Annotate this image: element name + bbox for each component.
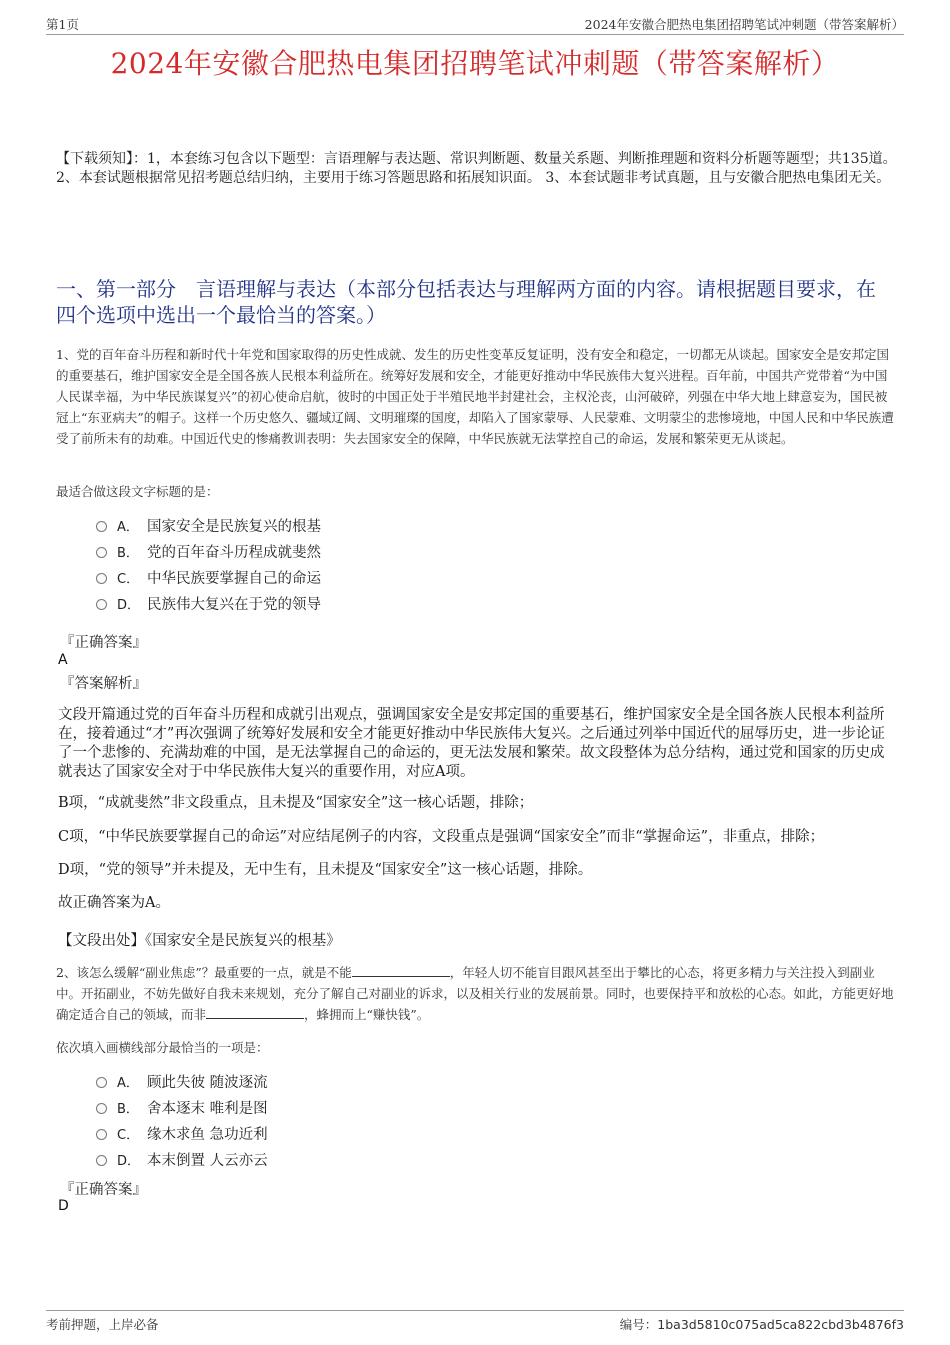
option-b[interactable] [96, 1094, 268, 1120]
radio-icon[interactable] [96, 599, 107, 610]
radio-icon[interactable] [96, 1155, 107, 1166]
option-a[interactable] [96, 1068, 268, 1094]
option-letter: C． [117, 1127, 140, 1143]
option-letter: A． [117, 519, 139, 535]
question-2-options [96, 1068, 268, 1172]
question-1-text: 1、党的百年奋斗历程和新时代十年党和国家取得的历史性成就、发生的历史性变革反复证明，没有安全和稳定，一切都无从谈起。国家安全是安邦定国的重要基石，维护国家安全是全国各族人民根本利益所在。统筹好发展和安全，才能更好推动中华民族伟大复兴进程。百年前，中国共产党带着“为中国人民谋幸福，为中华民族谋复兴”的初心使命启航，彼时的中国正处于半殖民地半封建社会，主权沦丧，山河破碎，列强在中华大地上肆意妄为，国民被冠上“东亚病夫”的帽子。这样一个历史悠久、疆域辽阔、文明璀璨的国度，却陷入了国家蒙辱、人民蒙难、文明蒙尘的悲惨境地，中国人民和中华民族遭受了前所未有的劫难。中国近代史的惨痛教训表明：失去国家安全的保障，中华民族就无法掌控自己的命运，发展和繁荣更无从谈起。 [56, 347, 894, 446]
answer-value: A [58, 652, 68, 668]
section-heading: 一、第一部分 言语理解与表达（本部分包括表达与理解两方面的内容。请根据题目要求，在四个选项中选出一个最恰当的答案。） [56, 277, 876, 327]
radio-icon[interactable] [96, 1129, 107, 1140]
answer-label: 『正确答案』 [60, 1182, 147, 1198]
analysis-c-note: C项，“中华民族要掌握自己的命运”对应结尾例子的内容，文段重点是强调“国家安全”而非“掌握命运”，非重点，排除； [58, 829, 825, 845]
source-citation: 【文段出处】《国家安全是民族复兴的根基》 [58, 933, 341, 949]
footer-code-value: 1ba3d5810c075ad5ca822cbd3b4876f3 [657, 1317, 904, 1332]
footer-slogan: 考前押题，上岸必备 [46, 1317, 159, 1332]
option-letter: D． [117, 597, 141, 613]
question-2-text-part3: ，蜂拥而上“赚快钱”。 [304, 1007, 430, 1022]
radio-icon[interactable] [96, 1103, 107, 1114]
option-text: 本末倒置 人云亦云 [147, 1152, 268, 1169]
analysis-b-note: B项，“成就斐然”非文段重点，且未提及“国家安全”这一核心话题，排除； [58, 795, 534, 811]
answer-label: 『正确答案』 [60, 635, 147, 651]
option-text: 顾此失彼 随波逐流 [147, 1074, 268, 1091]
answer-value: D [58, 1198, 69, 1214]
radio-icon[interactable] [96, 573, 107, 584]
question-2-text [56, 962, 898, 1025]
option-letter: B． [117, 545, 139, 561]
option-text: 舍本逐末 唯利是图 [147, 1100, 268, 1117]
question-2-prompt: 依次填入画横线部分最恰当的一项是： [56, 1040, 269, 1055]
radio-icon[interactable] [96, 547, 107, 558]
option-c[interactable] [96, 1120, 268, 1146]
question-1-prompt: 最适合做这段文字标题的是： [56, 484, 219, 499]
option-letter: D． [117, 1153, 141, 1169]
option-c[interactable] [96, 564, 321, 590]
option-letter: C． [117, 571, 140, 587]
option-letter: A． [117, 1075, 139, 1091]
analysis-conclusion: 故正确答案为A。 [58, 895, 170, 911]
analysis-text: 文段开篇通过党的百年奋斗历程和成就引出观点，强调国家安全是安邦定国的重要基石，维护国家安全是全国各族人民根本利益所在，接着通过“才”再次强调了统筹好发展和安全才能更好推动中华民族伟大复兴。之后通过列举中国近代的屈辱历史，进一步论证了一个悲惨的、充满劫难的中国，是无法掌握自己的命运的，更无法发展和繁荣。故文段整体为总分结构，通过党和国家的历史成就表达了国家安全对于中华民族伟大复兴的重要作用，对应A项。 [58, 707, 885, 780]
question-1-options [96, 512, 321, 616]
page-footer [46, 1310, 904, 1333]
analysis-label: 『答案解析』 [60, 676, 147, 692]
question-2-text-part2: ，年轻人切不能盲目跟风甚至出于攀比的心态，将更多精力与关注投入到副业中。开拓副业，不妨先做好自我未来规划，充分了解自己对副业的诉求，以及相关行业的发展前景。同时，也要保持平和放松的心态。如此，方能更好地确定适合自己的领域，而非 [56, 965, 894, 1022]
option-d[interactable] [96, 590, 321, 616]
radio-icon[interactable] [96, 1077, 107, 1088]
header-doc-title: 2024年安徽合肥热电集团招聘笔试冲刺题（带答案解析） [584, 17, 904, 32]
document-title: 2024年安徽合肥热电集团招聘笔试冲刺题（带答案解析） [110, 47, 840, 80]
analysis-d-note: D项，“党的领导”并未提及，无中生有，且未提及“国家安全”这一核心话题，排除。 [58, 862, 593, 878]
option-text: 中华民族要掌握自己的命运 [147, 570, 321, 587]
question-2-text-part1: 2、该怎么缓解“副业焦虑”？最重要的一点，就是不能 [56, 965, 352, 980]
option-a[interactable] [96, 512, 321, 538]
option-text: 国家安全是民族复兴的根基 [147, 518, 321, 535]
download-notice: 【下载须知】：1，本套练习包含以下题型：言语理解与表达题、常识判断题、数量关系题、判断推理题和资料分析题等题型；共135道。 2、本套试题根据常见招考题总结归纳，主要用于练习答题思路和拓展知识面。 3、本套试题非考试真题，且与安徽合肥热电集团无关。 [56, 151, 897, 186]
option-b[interactable] [96, 538, 321, 564]
footer-code [620, 1315, 904, 1333]
footer-code-label: 编号： [619, 1317, 658, 1332]
option-text: 民族伟大复兴在于党的领导 [147, 596, 321, 613]
page-number: 第1页 [46, 17, 79, 32]
radio-icon[interactable] [96, 521, 107, 532]
option-letter: B． [117, 1101, 139, 1117]
option-text: 党的百年奋斗历程成就斐然 [147, 544, 321, 561]
option-d[interactable] [96, 1146, 268, 1172]
option-text: 缘木求鱼 急功近利 [147, 1126, 268, 1143]
fill-blank-1 [352, 964, 450, 977]
fill-blank-2 [206, 1006, 304, 1019]
page-header [46, 14, 904, 35]
